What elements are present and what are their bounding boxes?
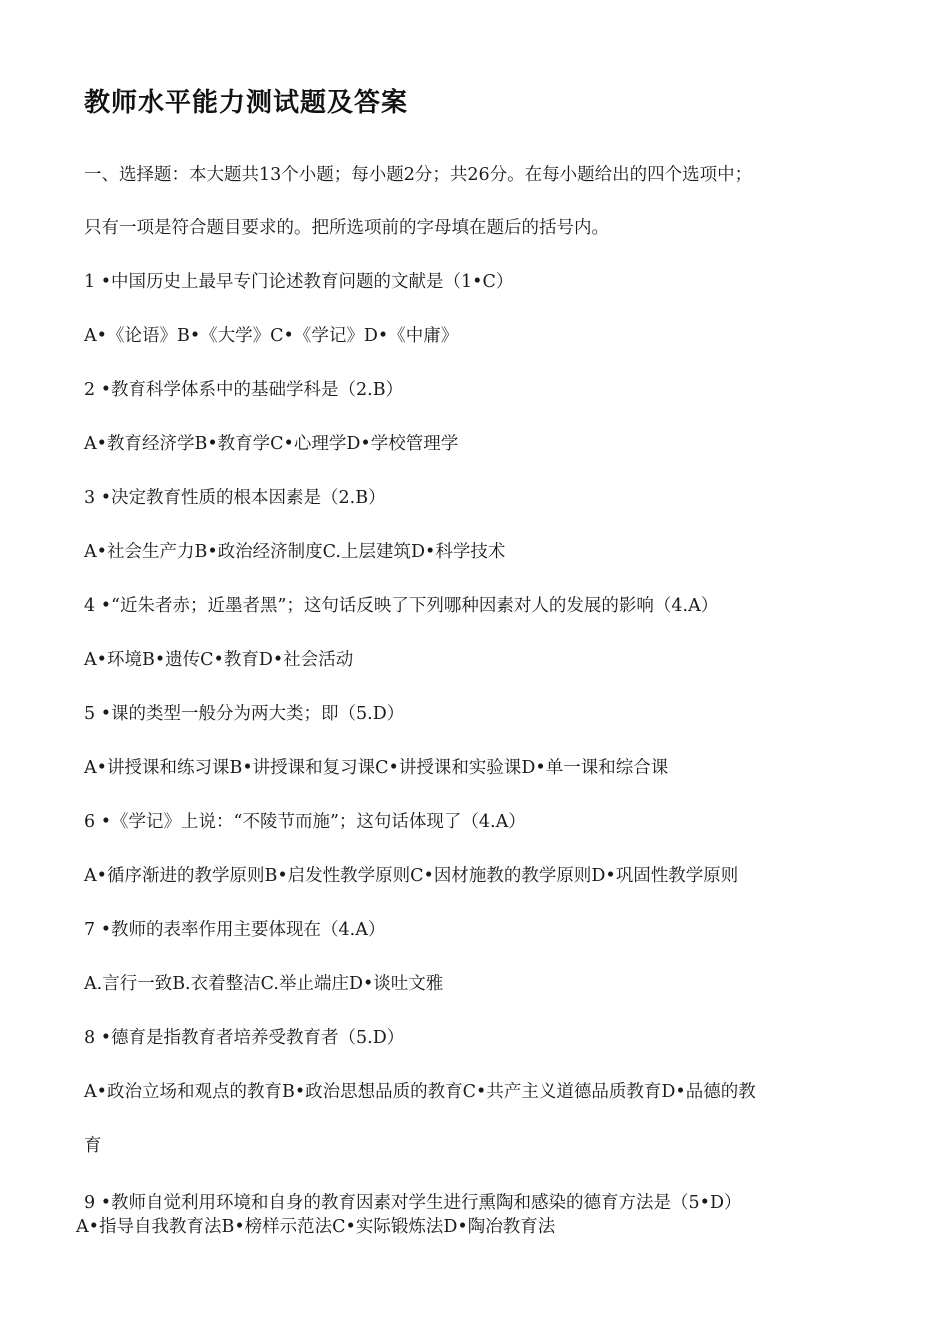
question-4: 4 •“近朱者赤；近墨者黑”；这句话反映了下列哪种因素对人的发展的影响（4.A） [84, 596, 719, 616]
question-3: 3 •决定教育性质的根本因素是（2.B） [84, 488, 386, 508]
options-1: A•《论语》B•《大学》C•《学记》D•《中庸》 [84, 326, 459, 346]
question-6: 6 •《学记》上说：“不陵节而施”；这句话体现了（4.A） [84, 812, 526, 832]
options-2: A•教育经济学B•教育学C•心理学D•学校管理学 [84, 434, 459, 454]
document-title: 教师水平能力测试题及答案 [84, 88, 409, 118]
options-3: A•社会生产力B•政治经济制度C.上层建筑D•科学技术 [84, 542, 506, 562]
question-9: 9 •教师自觉利用环境和自身的教育因素对学生进行熏陶和感染的德育方法是（5•D） [84, 1193, 742, 1213]
question-5: 5 •课的类型一般分为两大类；即（5.D） [84, 704, 405, 724]
options-8: A•政治立场和观点的教育B•政治思想品质的教育C•共产主义道德品质教育D•品德的教 [84, 1082, 756, 1102]
options-8-continued: 育 [84, 1136, 102, 1156]
options-6: A•循序渐进的教学原则B•启发性教学原则C•因材施教的教学原则D•巩固性教学原则 [84, 866, 739, 886]
question-8: 8 •德育是指教育者培养受教育者（5.D） [84, 1028, 405, 1048]
intro-line-1: 一、选择题：本大题共13个小题；每小题2分；共26分。在每小题给出的四个选项中； [84, 165, 753, 185]
options-4: A•环境B•遗传C•教育D•社会活动 [84, 650, 354, 670]
question-1: 1 •中国历史上最早专门论述教育问题的文献是（1•C） [84, 272, 514, 292]
question-2: 2 •教育科学体系中的基础学科是（2.B） [84, 380, 404, 400]
options-5: A•讲授课和练习课B•讲授课和复习课C•讲授课和实验课D•单一课和综合课 [84, 758, 669, 778]
intro-line-2: 只有一项是符合题目要求的。把所选项前的字母填在题后的括号内。 [84, 218, 609, 238]
question-7: 7 •教师的表率作用主要体现在（4.A） [84, 920, 386, 940]
options-7: A.言行一致B.衣着整洁C.举止端庄D•谈吐文雅 [84, 974, 444, 994]
options-9: A•指导自我教育法B•榜样示范法C•实际锻炼法D•陶冶教育法 [76, 1217, 556, 1237]
